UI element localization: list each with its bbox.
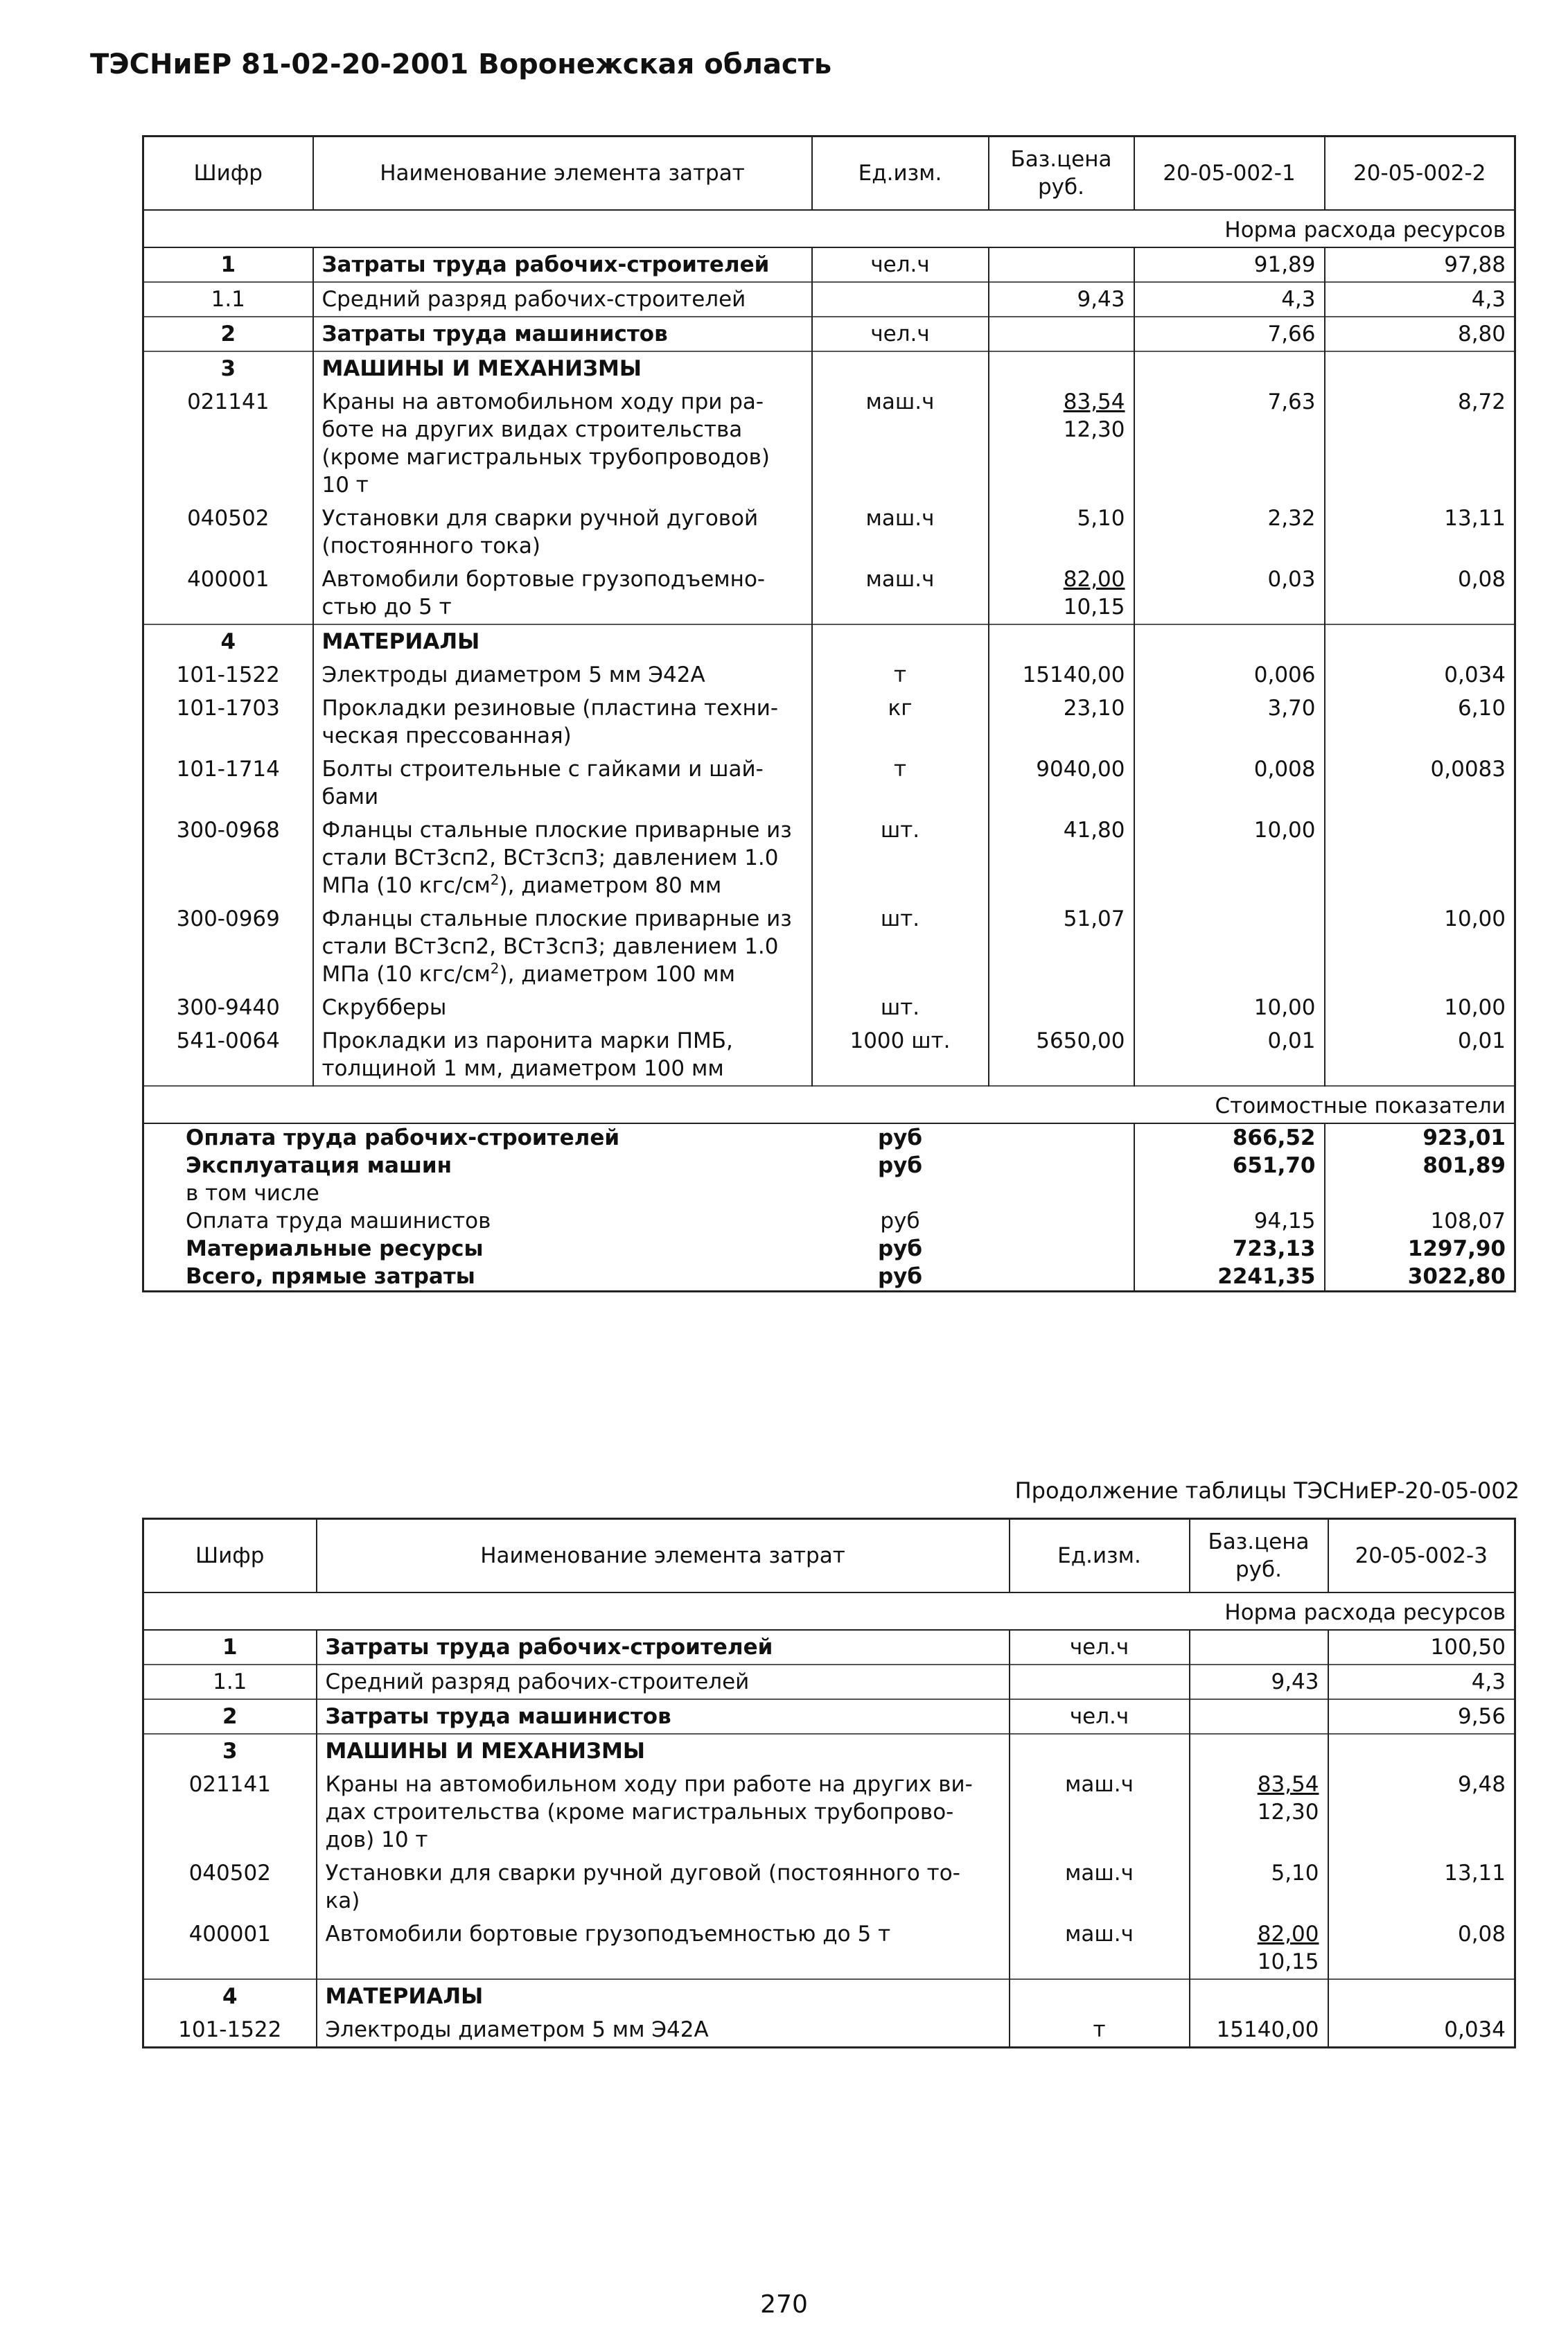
- table-row: [143, 1024, 1515, 1086]
- row-norm-value: 0,008: [1134, 753, 1325, 814]
- summary-value: 723,13: [1134, 1235, 1325, 1263]
- row-unit: маш.ч: [812, 502, 989, 563]
- col-header-price: Баз.цена руб.: [989, 137, 1134, 211]
- row-code: 101-1522: [143, 658, 313, 692]
- summary-spacer: [989, 1179, 1134, 1207]
- summary-name: Эксплуатация машин: [143, 1152, 812, 1179]
- row-norm-value: [1134, 902, 1325, 991]
- summary-row: [143, 1152, 1515, 1179]
- table-row: [143, 351, 1515, 385]
- row-norm-value: 0,006: [1134, 658, 1325, 692]
- col-header-unit: Ед.изм.: [1010, 1519, 1190, 1593]
- row-norm-value: 0,01: [1325, 1024, 1515, 1086]
- row-norm-value: [1328, 1979, 1515, 2013]
- row-norm-value: 9,48: [1328, 1768, 1515, 1857]
- table-row: [143, 385, 1515, 502]
- row-norm-value: 10,00: [1134, 991, 1325, 1024]
- row-norm-value: 0,034: [1325, 658, 1515, 692]
- row-price-salary: 12,30: [1257, 1800, 1319, 1825]
- row-name: Фланцы стальные плоские приварные из стали ВСт3сп2, ВСт3сп3; давлением 1.0 МПа (10 кгс/$см^2$), диаметром 80 мм: [313, 814, 812, 902]
- row-code: 021141: [143, 1768, 317, 1857]
- row-norm-value: 91,89: [1134, 247, 1325, 282]
- table-row: [143, 624, 1515, 658]
- row-price: 9,43: [1190, 1665, 1328, 1699]
- resource-table-2: [142, 1518, 1516, 2048]
- summary-spacer: [989, 1263, 1134, 1292]
- table-row: [143, 247, 1515, 282]
- summary-row: [143, 1235, 1515, 1263]
- norm-band-label: Норма расхода ресурсов: [143, 1592, 1515, 1630]
- row-price: [989, 247, 1134, 282]
- row-unit: маш.ч: [1010, 1768, 1190, 1857]
- row-norm-value: 4,3: [1328, 1665, 1515, 1699]
- row-name: Установки для сварки ручной дуговой (постоянного то- ка): [317, 1857, 1010, 1917]
- table-row: [143, 502, 1515, 563]
- row-code: 541-0064: [143, 1024, 313, 1086]
- row-price: [989, 351, 1134, 385]
- row-code: 040502: [143, 1857, 317, 1917]
- row-name: Средний разряд рабочих-строителей: [317, 1665, 1010, 1699]
- table-row: [143, 658, 1515, 692]
- row-unit: чел.ч: [1010, 1630, 1190, 1665]
- table-row: [143, 1857, 1515, 1917]
- table-row: [143, 1699, 1515, 1734]
- table-row: [143, 1979, 1515, 2013]
- row-unit: [1010, 1979, 1190, 2013]
- row-norm-value: 0,01: [1134, 1024, 1325, 1086]
- row-norm-value: 7,66: [1134, 317, 1325, 351]
- row-unit: т: [812, 658, 989, 692]
- summary-name: в том числе: [143, 1179, 812, 1207]
- row-code: 101-1703: [143, 692, 313, 753]
- table-row: [143, 814, 1515, 902]
- summary-value: [1325, 1179, 1515, 1207]
- row-name: МАШИНЫ И МЕХАНИЗМЫ: [313, 351, 812, 385]
- row-price: 9,43: [989, 282, 1134, 317]
- summary-unit: руб: [877, 1125, 923, 1150]
- row-norm-value: [1328, 1734, 1515, 1768]
- summary-value: 651,70: [1134, 1152, 1325, 1179]
- summary-name: Всего, прямые затраты: [143, 1263, 812, 1292]
- row-unit: шт.: [812, 814, 989, 902]
- row-code: 3: [143, 351, 313, 385]
- row-code: 1.1: [143, 282, 313, 317]
- row-unit: [812, 624, 989, 658]
- col-header-norm-2: 20-05-002-2: [1325, 137, 1515, 211]
- row-name: Автомобили бортовые грузоподъемностью до 5 т: [317, 1917, 1010, 1979]
- summary-row: [143, 1207, 1515, 1235]
- table-row: [143, 317, 1515, 351]
- row-price: [1190, 1768, 1328, 1857]
- summary-spacer: [989, 1123, 1134, 1152]
- row-name: Краны на автомобильном ходу при ра- боте на других видах строительства (кроме магистральных трубопроводов) 10 т: [313, 385, 812, 502]
- row-name: Прокладки из паронита марки ПМБ, толщиной 1 мм, диаметром 100 мм: [313, 1024, 812, 1086]
- row-norm-value: 0,034: [1328, 2013, 1515, 2048]
- row-code: 300-0969: [143, 902, 313, 991]
- summary-value: 108,07: [1325, 1207, 1515, 1235]
- row-norm-value: 9,56: [1328, 1699, 1515, 1734]
- summary-value: 2241,35: [1134, 1263, 1325, 1292]
- row-norm-value: 100,50: [1328, 1630, 1515, 1665]
- row-price: [989, 563, 1134, 624]
- row-unit: [1010, 1734, 1190, 1768]
- row-price-salary: 10,15: [1063, 595, 1125, 620]
- row-unit: маш.ч: [1010, 1917, 1190, 1979]
- summary-unit: руб: [877, 1264, 923, 1289]
- row-norm-value: [1325, 624, 1515, 658]
- row-name: Электроды диаметром 5 мм Э42А: [313, 658, 812, 692]
- col-header-price: Баз.цена руб.: [1190, 1519, 1328, 1593]
- row-code: 300-9440: [143, 991, 313, 1024]
- row-price: 41,80: [989, 814, 1134, 902]
- table-row: [143, 991, 1515, 1024]
- row-name: Затраты труда рабочих-строителей: [313, 247, 812, 282]
- summary-value: [1134, 1179, 1325, 1207]
- row-unit: [1010, 1665, 1190, 1699]
- summary-value: 923,01: [1325, 1123, 1515, 1152]
- row-unit: маш.ч: [1010, 1857, 1190, 1917]
- row-norm-value: 0,08: [1325, 563, 1515, 624]
- row-norm-value: 13,11: [1328, 1857, 1515, 1917]
- row-unit: шт.: [812, 902, 989, 991]
- row-unit: шт.: [812, 991, 989, 1024]
- row-code: 2: [143, 317, 313, 351]
- table-row: [143, 1917, 1515, 1979]
- table-row: [143, 2013, 1515, 2048]
- cost-band-label: Стоимостные показатели: [143, 1086, 1515, 1123]
- row-norm-value: [1325, 351, 1515, 385]
- summary-unit: руб: [880, 1209, 920, 1234]
- summary-unit: руб: [877, 1236, 923, 1261]
- row-unit: [812, 282, 989, 317]
- col-header-norm-3: 20-05-002-3: [1328, 1519, 1515, 1593]
- summary-row: [143, 1179, 1515, 1207]
- row-norm-value: 10,00: [1134, 814, 1325, 902]
- summary-row: [143, 1123, 1515, 1152]
- summary-unit: [812, 1179, 989, 1207]
- summary-value: 801,89: [1325, 1152, 1515, 1179]
- table-row: [143, 282, 1515, 317]
- row-price: [989, 991, 1134, 1024]
- col-header-unit: Ед.изм.: [812, 137, 989, 211]
- row-code: 400001: [143, 1917, 317, 1979]
- row-norm-value: [1325, 814, 1515, 902]
- row-norm-value: 7,63: [1134, 385, 1325, 502]
- summary-unit: руб: [877, 1153, 923, 1178]
- row-name: Средний разряд рабочих-строителей: [313, 282, 812, 317]
- summary-row: [143, 1263, 1515, 1292]
- row-name: Болты строительные с гайками и шай- бами: [313, 753, 812, 814]
- table-row: [143, 1768, 1515, 1857]
- row-name: МАШИНЫ И МЕХАНИЗМЫ: [317, 1734, 1010, 1768]
- summary-name: Оплата труда рабочих-строителей: [143, 1123, 812, 1152]
- norm-band-row: [143, 1592, 1515, 1630]
- row-code: 4: [143, 1979, 317, 2013]
- row-price: [1190, 1734, 1328, 1768]
- row-name: Затраты труда машинистов: [317, 1699, 1010, 1734]
- row-unit: т: [1010, 2013, 1190, 2048]
- row-norm-value: [1134, 351, 1325, 385]
- row-price: 23,10: [989, 692, 1134, 753]
- row-name: Установки для сварки ручной дуговой (постоянного тока): [313, 502, 812, 563]
- row-name: МАТЕРИАЛЫ: [313, 624, 812, 658]
- row-code: 101-1714: [143, 753, 313, 814]
- table-row: [143, 563, 1515, 624]
- continuation-note: Продолжение таблицы ТЭСНиЕР-20-05-002: [1014, 1477, 1519, 1504]
- col-header-norm-1: 20-05-002-1: [1134, 137, 1325, 211]
- summary-name: Материальные ресурсы: [143, 1235, 812, 1263]
- row-code: 2: [143, 1699, 317, 1734]
- row-code: 040502: [143, 502, 313, 563]
- row-price: [1190, 1630, 1328, 1665]
- page-header: ТЭСНиЕР 81-02-20-2001 Воронежская область: [90, 49, 832, 80]
- row-price: [1190, 1699, 1328, 1734]
- norm-band-row: [143, 210, 1515, 247]
- row-price: 5650,00: [989, 1024, 1134, 1086]
- row-code: 1: [143, 247, 313, 282]
- row-name: МАТЕРИАЛЫ: [317, 1979, 1010, 2013]
- row-norm-value: [1134, 624, 1325, 658]
- row-norm-value: 97,88: [1325, 247, 1515, 282]
- norm-band-label: Норма расхода ресурсов: [143, 210, 1515, 247]
- row-name: Автомобили бортовые грузоподъемно- стью до 5 т: [313, 563, 812, 624]
- row-name: Затраты труда рабочих-строителей: [317, 1630, 1010, 1665]
- summary-value: 1297,90: [1325, 1235, 1515, 1263]
- table-header-row: [143, 1519, 1515, 1593]
- row-norm-value: 0,08: [1328, 1917, 1515, 1979]
- row-price: 5,10: [1190, 1857, 1328, 1917]
- row-price-salary: 12,30: [1063, 417, 1125, 442]
- table-row: [143, 753, 1515, 814]
- row-price: 51,07: [989, 902, 1134, 991]
- row-name: Затраты труда машинистов: [313, 317, 812, 351]
- row-unit: 1000 шт.: [812, 1024, 989, 1086]
- row-norm-value: 0,03: [1134, 563, 1325, 624]
- row-norm-value: 0,0083: [1325, 753, 1515, 814]
- row-norm-value: 8,80: [1325, 317, 1515, 351]
- row-price: 9040,00: [989, 753, 1134, 814]
- row-unit: [812, 351, 989, 385]
- table-header-row: [143, 137, 1515, 211]
- row-price-salary: 10,15: [1257, 1949, 1319, 1974]
- col-header-name: Наименование элемента затрат: [317, 1519, 1010, 1593]
- summary-value: 94,15: [1134, 1207, 1325, 1235]
- row-name: Фланцы стальные плоские приварные из стали ВСт3сп2, ВСт3сп3; давлением 1.0 МПа (10 кгс/$см^2$), диаметром 100 мм: [313, 902, 812, 991]
- table-body: [143, 210, 1515, 1292]
- row-norm-value: 6,10: [1325, 692, 1515, 753]
- row-code: 400001: [143, 563, 313, 624]
- table-row: [143, 1665, 1515, 1699]
- table-row: [143, 1734, 1515, 1768]
- row-price-main: 83,54: [1257, 1772, 1319, 1797]
- row-norm-value: 2,32: [1134, 502, 1325, 563]
- row-price: [989, 624, 1134, 658]
- col-header-code: Шифр: [143, 1519, 317, 1593]
- row-name: Прокладки резиновые (пластина техни- ческая прессованная): [313, 692, 812, 753]
- row-norm-value: 8,72: [1325, 385, 1515, 502]
- col-header-code: Шифр: [143, 137, 313, 211]
- row-price: 5,10: [989, 502, 1134, 563]
- row-code: 021141: [143, 385, 313, 502]
- row-norm-value: 10,00: [1325, 991, 1515, 1024]
- summary-value: 3022,80: [1325, 1263, 1515, 1292]
- row-unit: т: [812, 753, 989, 814]
- row-name: Электроды диаметром 5 мм Э42А: [317, 2013, 1010, 2048]
- col-header-name: Наименование элемента затрат: [313, 137, 812, 211]
- summary-value: 866,52: [1134, 1123, 1325, 1152]
- row-price: [1190, 1979, 1328, 2013]
- row-unit: чел.ч: [812, 247, 989, 282]
- table-row: [143, 902, 1515, 991]
- row-price: 15140,00: [1190, 2013, 1328, 2048]
- table-row: [143, 692, 1515, 753]
- row-unit: чел.ч: [1010, 1699, 1190, 1734]
- summary-name: Оплата труда машинистов: [143, 1207, 812, 1235]
- summary-spacer: [989, 1207, 1134, 1235]
- summary-spacer: [989, 1152, 1134, 1179]
- page-number: 270: [760, 2290, 808, 2319]
- row-norm-value: 13,11: [1325, 502, 1515, 563]
- row-price-main: 83,54: [1063, 389, 1125, 414]
- row-name: Скрубберы: [313, 991, 812, 1024]
- table-row: [143, 1630, 1515, 1665]
- row-norm-value: 4,3: [1325, 282, 1515, 317]
- table-body: [143, 1592, 1515, 2048]
- row-code: 4: [143, 624, 313, 658]
- row-price-main: 82,00: [1063, 567, 1125, 592]
- row-norm-value: 3,70: [1134, 692, 1325, 753]
- row-price: 15140,00: [989, 658, 1134, 692]
- summary-spacer: [989, 1235, 1134, 1263]
- row-price: [1190, 1917, 1328, 1979]
- row-price: [989, 385, 1134, 502]
- row-name: Краны на автомобильном ходу при работе на других ви- дах строительства (кроме магистральных трубопрово- дов) 10 т: [317, 1768, 1010, 1857]
- row-code: 300-0968: [143, 814, 313, 902]
- row-unit: чел.ч: [812, 317, 989, 351]
- row-price: [989, 317, 1134, 351]
- row-code: 3: [143, 1734, 317, 1768]
- row-unit: кг: [812, 692, 989, 753]
- row-price-main: 82,00: [1257, 1922, 1319, 1947]
- row-norm-value: 10,00: [1325, 902, 1515, 991]
- row-unit: маш.ч: [812, 563, 989, 624]
- row-unit: маш.ч: [812, 385, 989, 502]
- row-code: 101-1522: [143, 2013, 317, 2048]
- cost-band-row: [143, 1086, 1515, 1123]
- resource-table-1: [142, 135, 1516, 1292]
- row-code: 1: [143, 1630, 317, 1665]
- row-norm-value: 4,3: [1134, 282, 1325, 317]
- row-code: 1.1: [143, 1665, 317, 1699]
